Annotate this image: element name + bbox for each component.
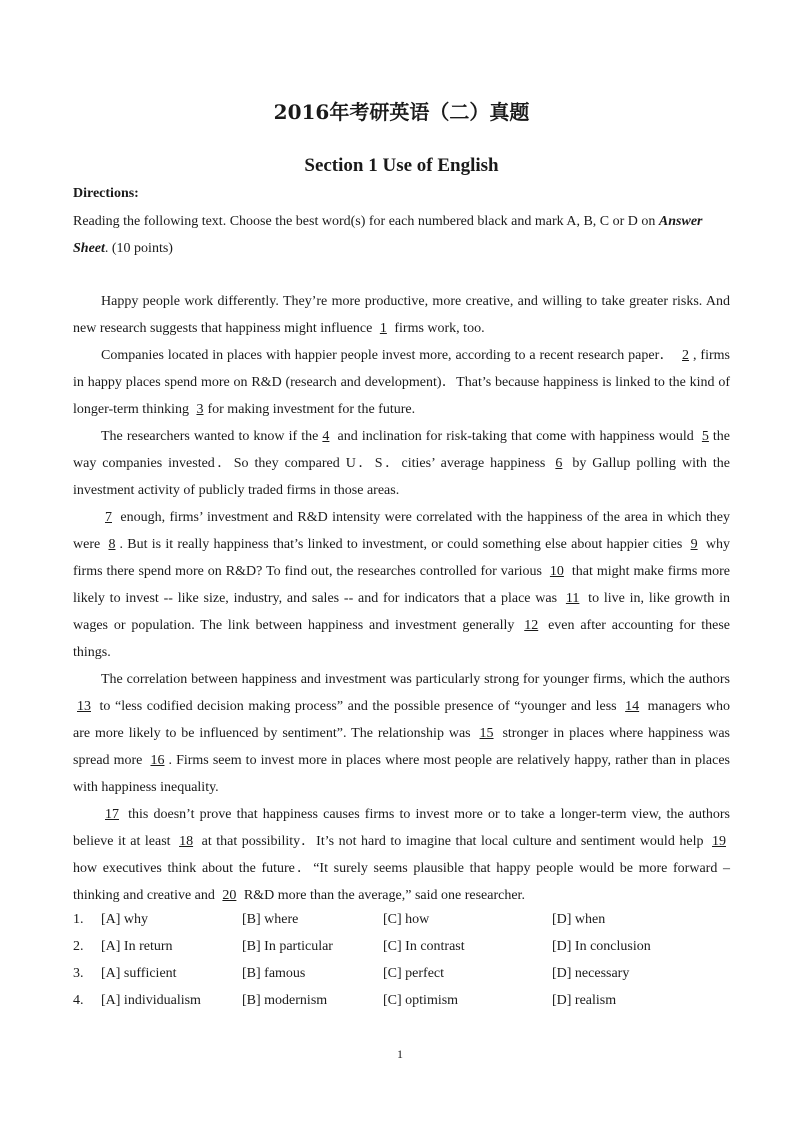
blank-number: 11 [565,591,580,606]
blank-number: 12 [524,618,539,633]
blank-number: 15 [479,726,494,741]
passage-text: and inclination for risk-taking that come with happiness would [333,429,698,444]
option-d: [D] realism [552,993,617,1008]
question-number: 1. [73,912,84,927]
passage-text: The correlation between happiness and investment was particularly strong for younger firms, which the authors [101,672,730,687]
passage-paragraph [73,288,730,342]
passage-text: how executives think about the future．“It surely seems plausible that happy people would be more forward –thinking and creative and [73,861,730,903]
option-row [73,987,730,1014]
option-row [73,933,730,960]
exam-title: 2016年考研英语（二）真题 [273,100,530,124]
option-c: [C] perfect [383,966,445,981]
passage-text: the way companies invested．So they compared U．S．cities’ average happiness [73,429,730,471]
option-d: [D] necessary [552,966,630,981]
blank-number: 8 [108,537,116,552]
passage-text: , firms in happy places spend more on R&D (research and development)．That’s because happiness is linked to the kind of longer-term thinking [73,348,730,417]
option-b: [B] modernism [242,993,328,1008]
option-row [73,960,730,987]
option-c: [C] In contrast [383,939,465,954]
directions-heading: Directions: [73,186,139,201]
option-c: [C] how [383,912,430,927]
passage-text: enough, firms’ investment and R&D intensity were correlated with the happiness of the area in which they were [73,510,730,552]
passage-paragraph [73,504,730,666]
passage-text: even after accounting for these things. [73,618,730,660]
blank-number: 16 [150,753,165,768]
blank-number: 17 [105,807,119,822]
answer-options [73,906,730,1014]
option-a: [A] sufficient [101,966,177,981]
option-d: [D] when [552,912,606,927]
option-a: [A] individualism [101,993,201,1008]
passage-text: Companies located in places with happier people invest more, according to a recent research paper． [101,348,679,363]
blank-number: 6 [555,456,563,471]
passage-text: . But is it really happiness that’s linked to investment, or could something else about happier cities [119,537,687,552]
blank-number: 7 [105,510,112,525]
option-a: [A] why [101,912,149,927]
page-number: 1 [397,1047,403,1061]
question-number: 3. [73,966,84,981]
option-b: [B] famous [242,966,306,981]
passage-text: to “less codified decision making process” and the possible presence of “younger and less [95,699,622,714]
passage-text: stronger in places where happiness was spread more [73,726,730,768]
passage [73,288,730,909]
section-heading: Section 1 Use of English [304,155,499,176]
directions-body: Reading the following text. Choose the best word(s) for each numbered black and mark A, B, C or D on [73,214,659,229]
option-b: [B] In particular [242,939,333,954]
question-number: 2. [73,939,84,954]
passage-text: for making investment for the future. [207,402,416,417]
blank-number: 10 [549,564,564,579]
option-d: [D] In conclusion [552,939,651,954]
blank-number: 9 [690,537,698,552]
blank-number: 13 [77,699,91,714]
passage-text: this doesn’t prove that happiness causes firms to invest more or to take a longer-term view, the authors believe it at least [73,807,730,849]
passage-text: Happy people work differently. They’re more productive, more creative, and willing to take greater risks. And new research suggests that happiness might influence [73,294,730,336]
blank-number: 4 [322,429,330,444]
option-row [73,906,730,933]
passage-paragraph [73,423,730,504]
passage-text: managers who are more likely to be influenced by sentiment”. The relationship was [73,699,730,741]
blank-number: 14 [625,699,640,714]
option-c: [C] optimism [383,993,459,1008]
directions-points: . (10 points) [104,241,173,256]
blank-number: 20 [222,888,237,903]
blank-number: 19 [712,834,726,849]
blank-number: 3 [196,402,204,417]
passage-paragraph [73,342,730,423]
passage-paragraph [73,666,730,801]
passage-text: . Firms seem to invest more in places where most people are relatively happy, rather than in places with happiness inequality. [73,753,730,795]
passage-text: The researchers wanted to know if the [101,429,319,444]
passage-text: at that possibility．It’s not hard to imagine that local culture and sentiment would help [197,834,708,849]
option-a: [A] In return [101,939,173,954]
passage-paragraph [73,801,730,909]
passage-text: to live in, like growth in wages or population. The link between happiness and investment generally [73,591,730,633]
option-b: [B] where [242,912,299,927]
directions-text [73,208,730,262]
question-number: 4. [73,993,84,1008]
passage-text: R&D more than the average,” said one researcher. [240,888,525,903]
blank-number: 5 [701,429,709,444]
passage-text: firms work, too. [390,321,485,336]
passage-text: by Gallup polling with the investment activity of publicly traded firms in those areas. [73,456,730,498]
answer-sheet-emphasis: Answer Sheet [73,214,703,256]
passage-text: why firms there spend more on R&D? To find out, the researches controlled for various [73,537,730,579]
passage-text: that might make firms more likely to invest -- like size, industry, and sales -- and for indicators that a place was [73,564,731,606]
blank-number: 1 [379,321,387,336]
blank-number: 18 [179,834,194,849]
blank-number: 2 [682,348,690,363]
